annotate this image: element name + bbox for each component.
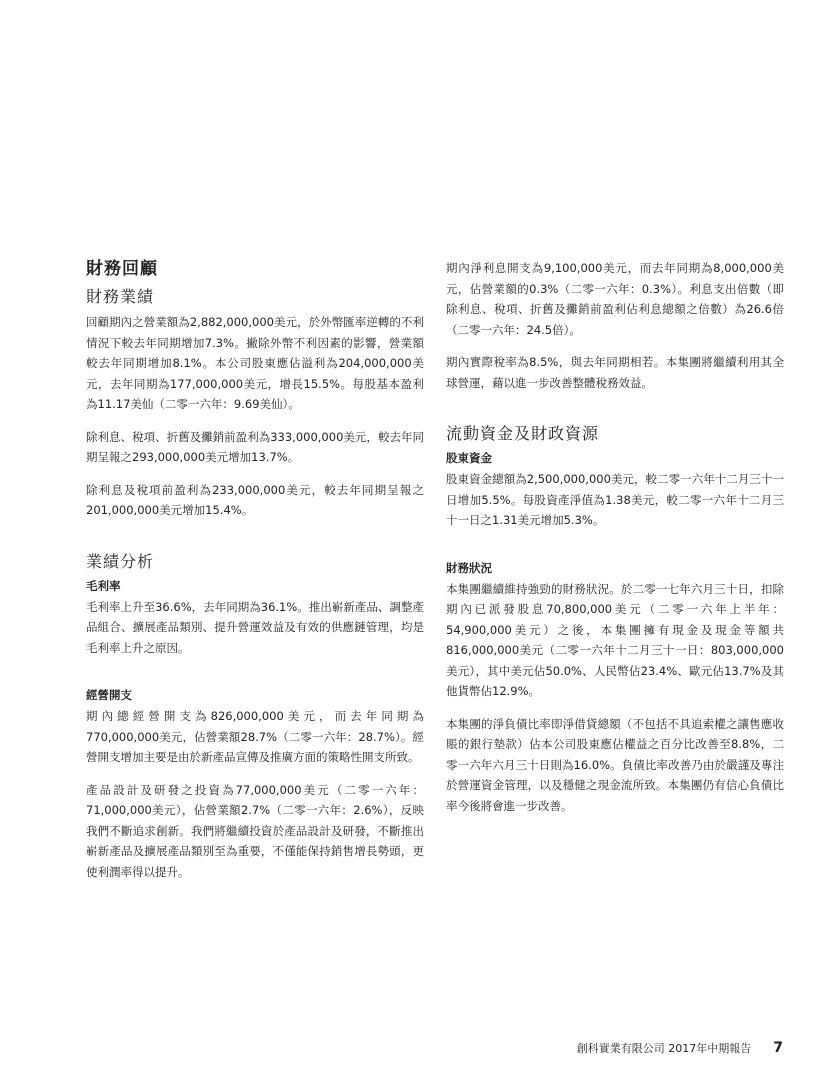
page-footer <box>577 1040 783 1056</box>
operating-expenses-paragraph-1: 期內總經營開支為826,000,000美元，而去年同期為770,000,000美元，佔營業額28.7%（二零一六年：28.7%）。經營開支增加主要是由於新產品宣傳及推廣方面的策略性開支所致。 <box>86 709 424 764</box>
financial-results-paragraph-1: 回顧期內之營業額為2,882,000,000美元，於外幣匯率逆轉的不利情況下較去年同期增加7.3%。撇除外幣不利因素的影響，營業額較去年同期增加8.1%。本公司股東應佔溢利為204,000,000美元，去年同期為177,000,000美元，增長15.5%。每股基本盈利為11.17美仙（二零一六年：9.69美仙）。 <box>86 315 424 411</box>
financial-results-paragraph-3: 除利息及稅項前盈利為233,000,000美元，較去年同期呈報之201,000,000美元增加15.4%。 <box>86 482 424 517</box>
shareholders-equity-heading: 股東資金 <box>446 451 492 465</box>
page-number: 7 <box>773 1040 783 1056</box>
net-interest-paragraph: 期內淨利息開支為9,100,000美元，而去年同期為8,000,000美元，佔營業額的0.3%（二零一六年：0.3%）。利息支出倍數（即除利息、稅項、折舊及攤銷前盈利佔利息總額之倍數）為26.6倍（二零一六年：24.5倍）。 <box>446 261 784 337</box>
financial-position-paragraph-2: 本集團的淨負債比率即淨借貸總額（不包括不具追索權之讓售應收賬的銀行墊款）佔本公司股東應佔權益之百分比改善至8.8%，二零一六年六月三十日則為16.0%。負債比率改善乃由於嚴謹及專注於營運資金管理，以及穩健之現金流所致。本集團仍有信心負債比率今後將會進一步改善。 <box>446 716 784 813</box>
financial-position-heading: 財務狀況 <box>446 560 492 575</box>
financial-review-heading: 財務回顧 <box>86 259 158 279</box>
report-title: 創科實業有限公司 2017年中期報告 <box>576 1042 752 1055</box>
liquidity-heading: 流動資金及財政資源 <box>446 424 600 443</box>
financial-results-heading: 財務業績 <box>86 287 155 306</box>
financial-position-paragraph-1: 本集團繼續維持強勁的財務狀況。於二零一七年六月三十日，扣除期內已派發股息70,800,000美元（二零一六年上半年：54,900,000美元）之後，本集團擁有現金及現金等額共816,000,000美元（二零一六年十二月三十一日：803,000,000美元），其中美元佔50.0%、人民幣佔23.4%、歐元佔13.7%及其他貨幣佔12.9%。 <box>446 581 784 698</box>
shareholders-equity-paragraph: 股東資金總額為2,500,000,000美元，較二零一六年十二月三十一日增加5.5%。每股資產淨值為1.38美元，較二零一六年十二月三十一日之1.31美元增加5.3%。 <box>446 472 784 527</box>
left-column <box>86 258 424 894</box>
gross-margin-paragraph: 毛利率上升至36.6%，去年同期為36.1%。推出嶄新產品、調整產品組合、擴展產品類別、提升營運效益及有效的供應鏈管理，均是毛利率上升之原因。 <box>86 599 424 655</box>
gross-margin-heading: 毛利率 <box>86 578 121 593</box>
operating-expenses-paragraph-2: 產品設計及研發之投資為77,000,000美元（二零一六年：71,000,000美元），佔營業額2.7%（二零一六年：2.6%），反映我們不斷追求創新。我們將繼續投資於產品設計及研發，不斷推出嶄新產品及擴展產品類別至為重要，不僅能保持銷售增長勢頭，更使利潤率得以提升。 <box>86 782 424 879</box>
right-column <box>446 258 784 828</box>
tax-rate-paragraph: 期內實際稅率為8.5%，與去年同期相若。本集團將繼續利用其全球營運，藉以進一步改善整體稅務效益。 <box>446 355 784 390</box>
financial-results-paragraph-2: 除利息、稅項、折舊及攤銷前盈利為333,000,000美元，較去年同期呈報之293,000,000美元增加13.7%。 <box>86 429 424 464</box>
operating-expenses-heading: 經營開支 <box>86 688 132 702</box>
results-analysis-heading: 業績分析 <box>86 551 155 571</box>
